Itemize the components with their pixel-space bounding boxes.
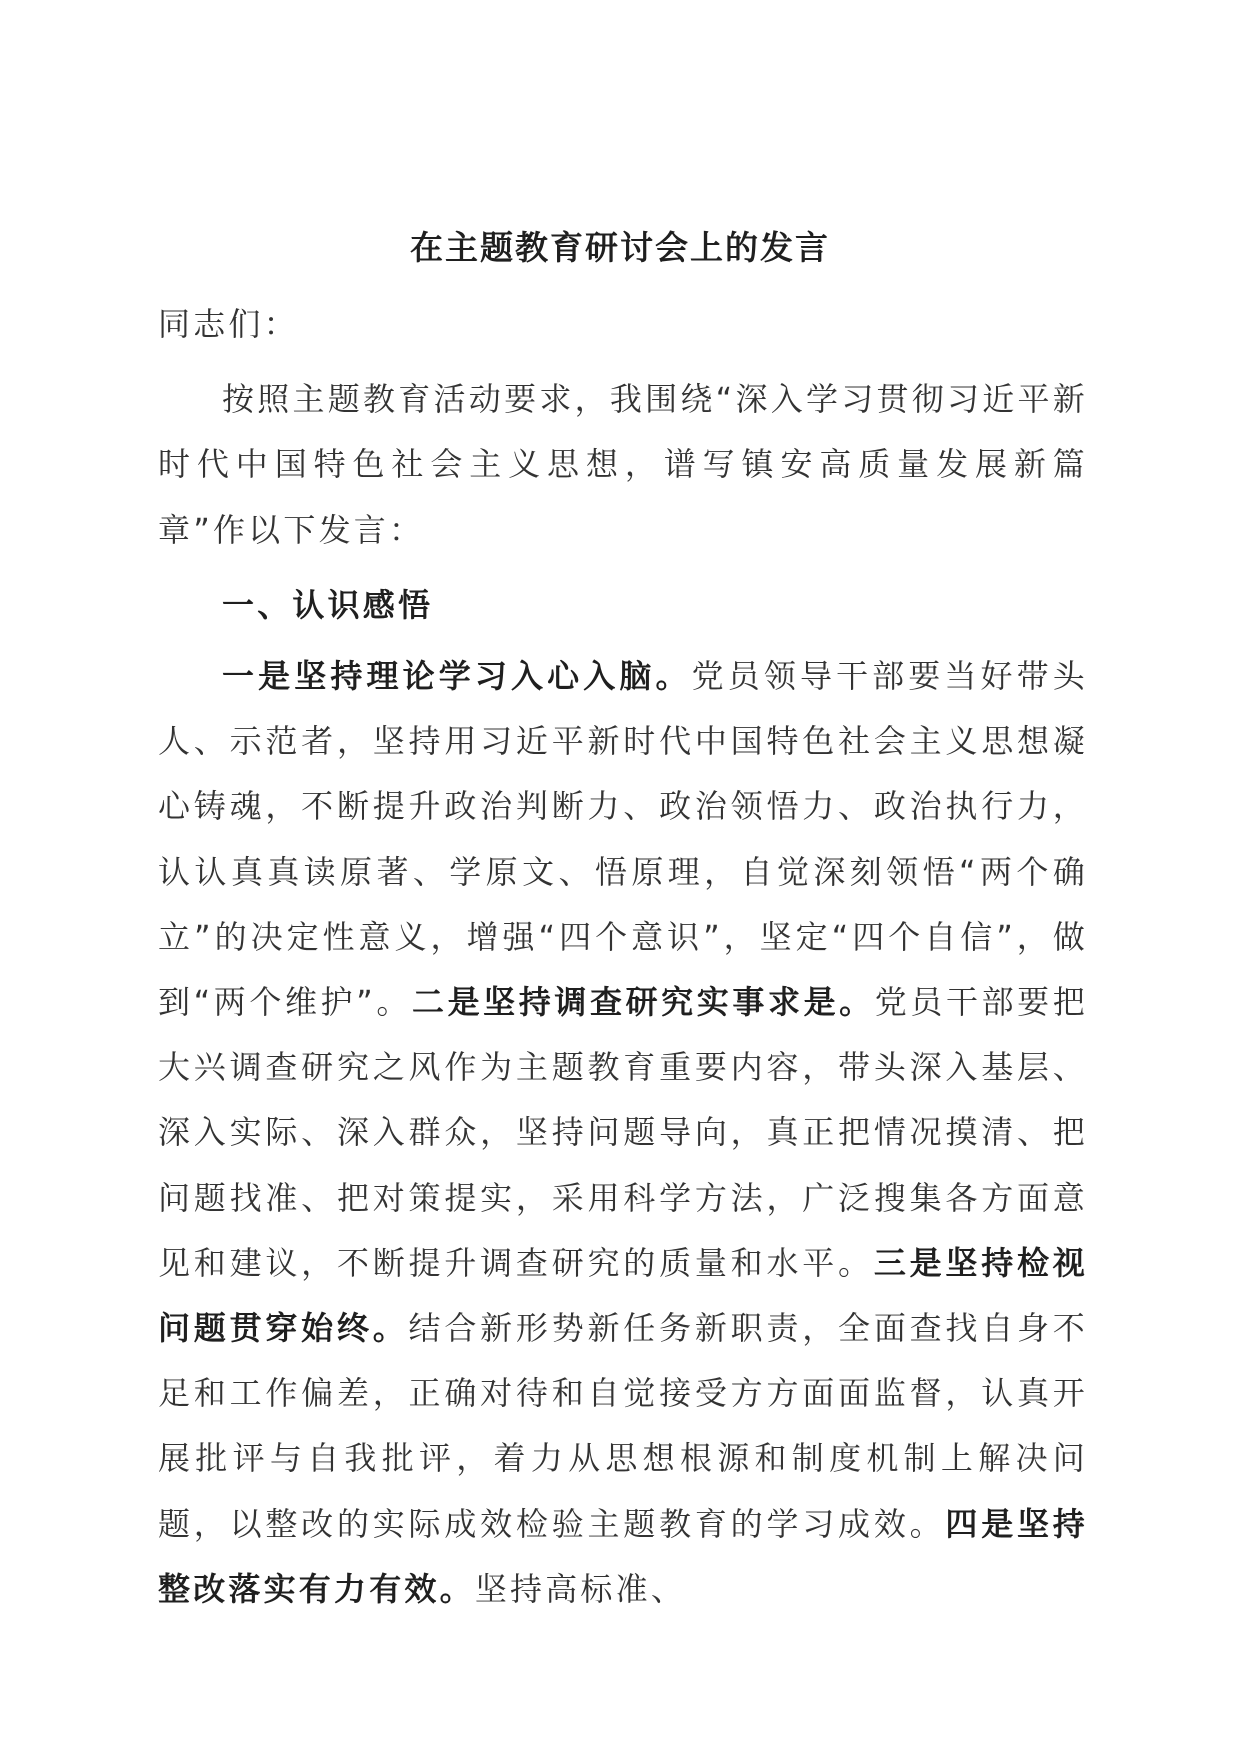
document-body [158, 292, 1088, 1622]
section-paragraph [158, 644, 1088, 1622]
point-3-lead: 三是坚持检视问题贯穿始终。 [158, 1243, 1088, 1348]
point-2-text: 党员干部要把大兴调查研究之风作为主题教育重要内容，带头深入基层、深入实际、深入群众，坚持问题导向，真正把情况摸清、把问题找准、把对策提实，采用科学方法，广泛搜集各方面意见和建议，不断提升调查研究的质量和水平。 [158, 983, 1088, 1282]
point-4-text: 坚持高标准、 [474, 1569, 687, 1608]
point-1-text: 党员领导干部要当好带头人、示范者，坚持用习近平新时代中国特色社会主义思想凝心铸魂，不断提升政治判断力、政治领悟力、政治执行力，认认真真读原著、学原文、悟原理，自觉深刻领悟“两个确立”的决定性意义，增强“四个意识”，坚定“四个自信”，做到“两个维护”。 [158, 657, 1088, 1022]
intro-paragraph: 按照主题教育活动要求，我围绕“深入学习贯彻习近平新时代中国特色社会主义思想，谱写镇安高质量发展新篇章”作以下发言： [158, 380, 1088, 549]
document-title: 在主题教育研讨会上的发言 [410, 228, 830, 267]
point-3-text: 结合新形势新任务新职责，全面查找自身不足和工作偏差，正确对待和自觉接受方方面面监督，认真开展批评与自我批评，着力从思想根源和制度机制上解决问题，以整改的实际成效检验主题教育的学习成效。 [158, 1309, 1088, 1543]
section-heading: 一、认识感悟 [222, 585, 434, 624]
greeting: 同志们： [158, 305, 299, 343]
point-1-lead: 一是坚持理论学习入心入脑。 [222, 657, 692, 696]
point-4-lead: 四是坚持整改落实有力有效。 [158, 1504, 1088, 1608]
point-2-lead: 二是坚持调查研究实事求是。 [411, 983, 875, 1022]
